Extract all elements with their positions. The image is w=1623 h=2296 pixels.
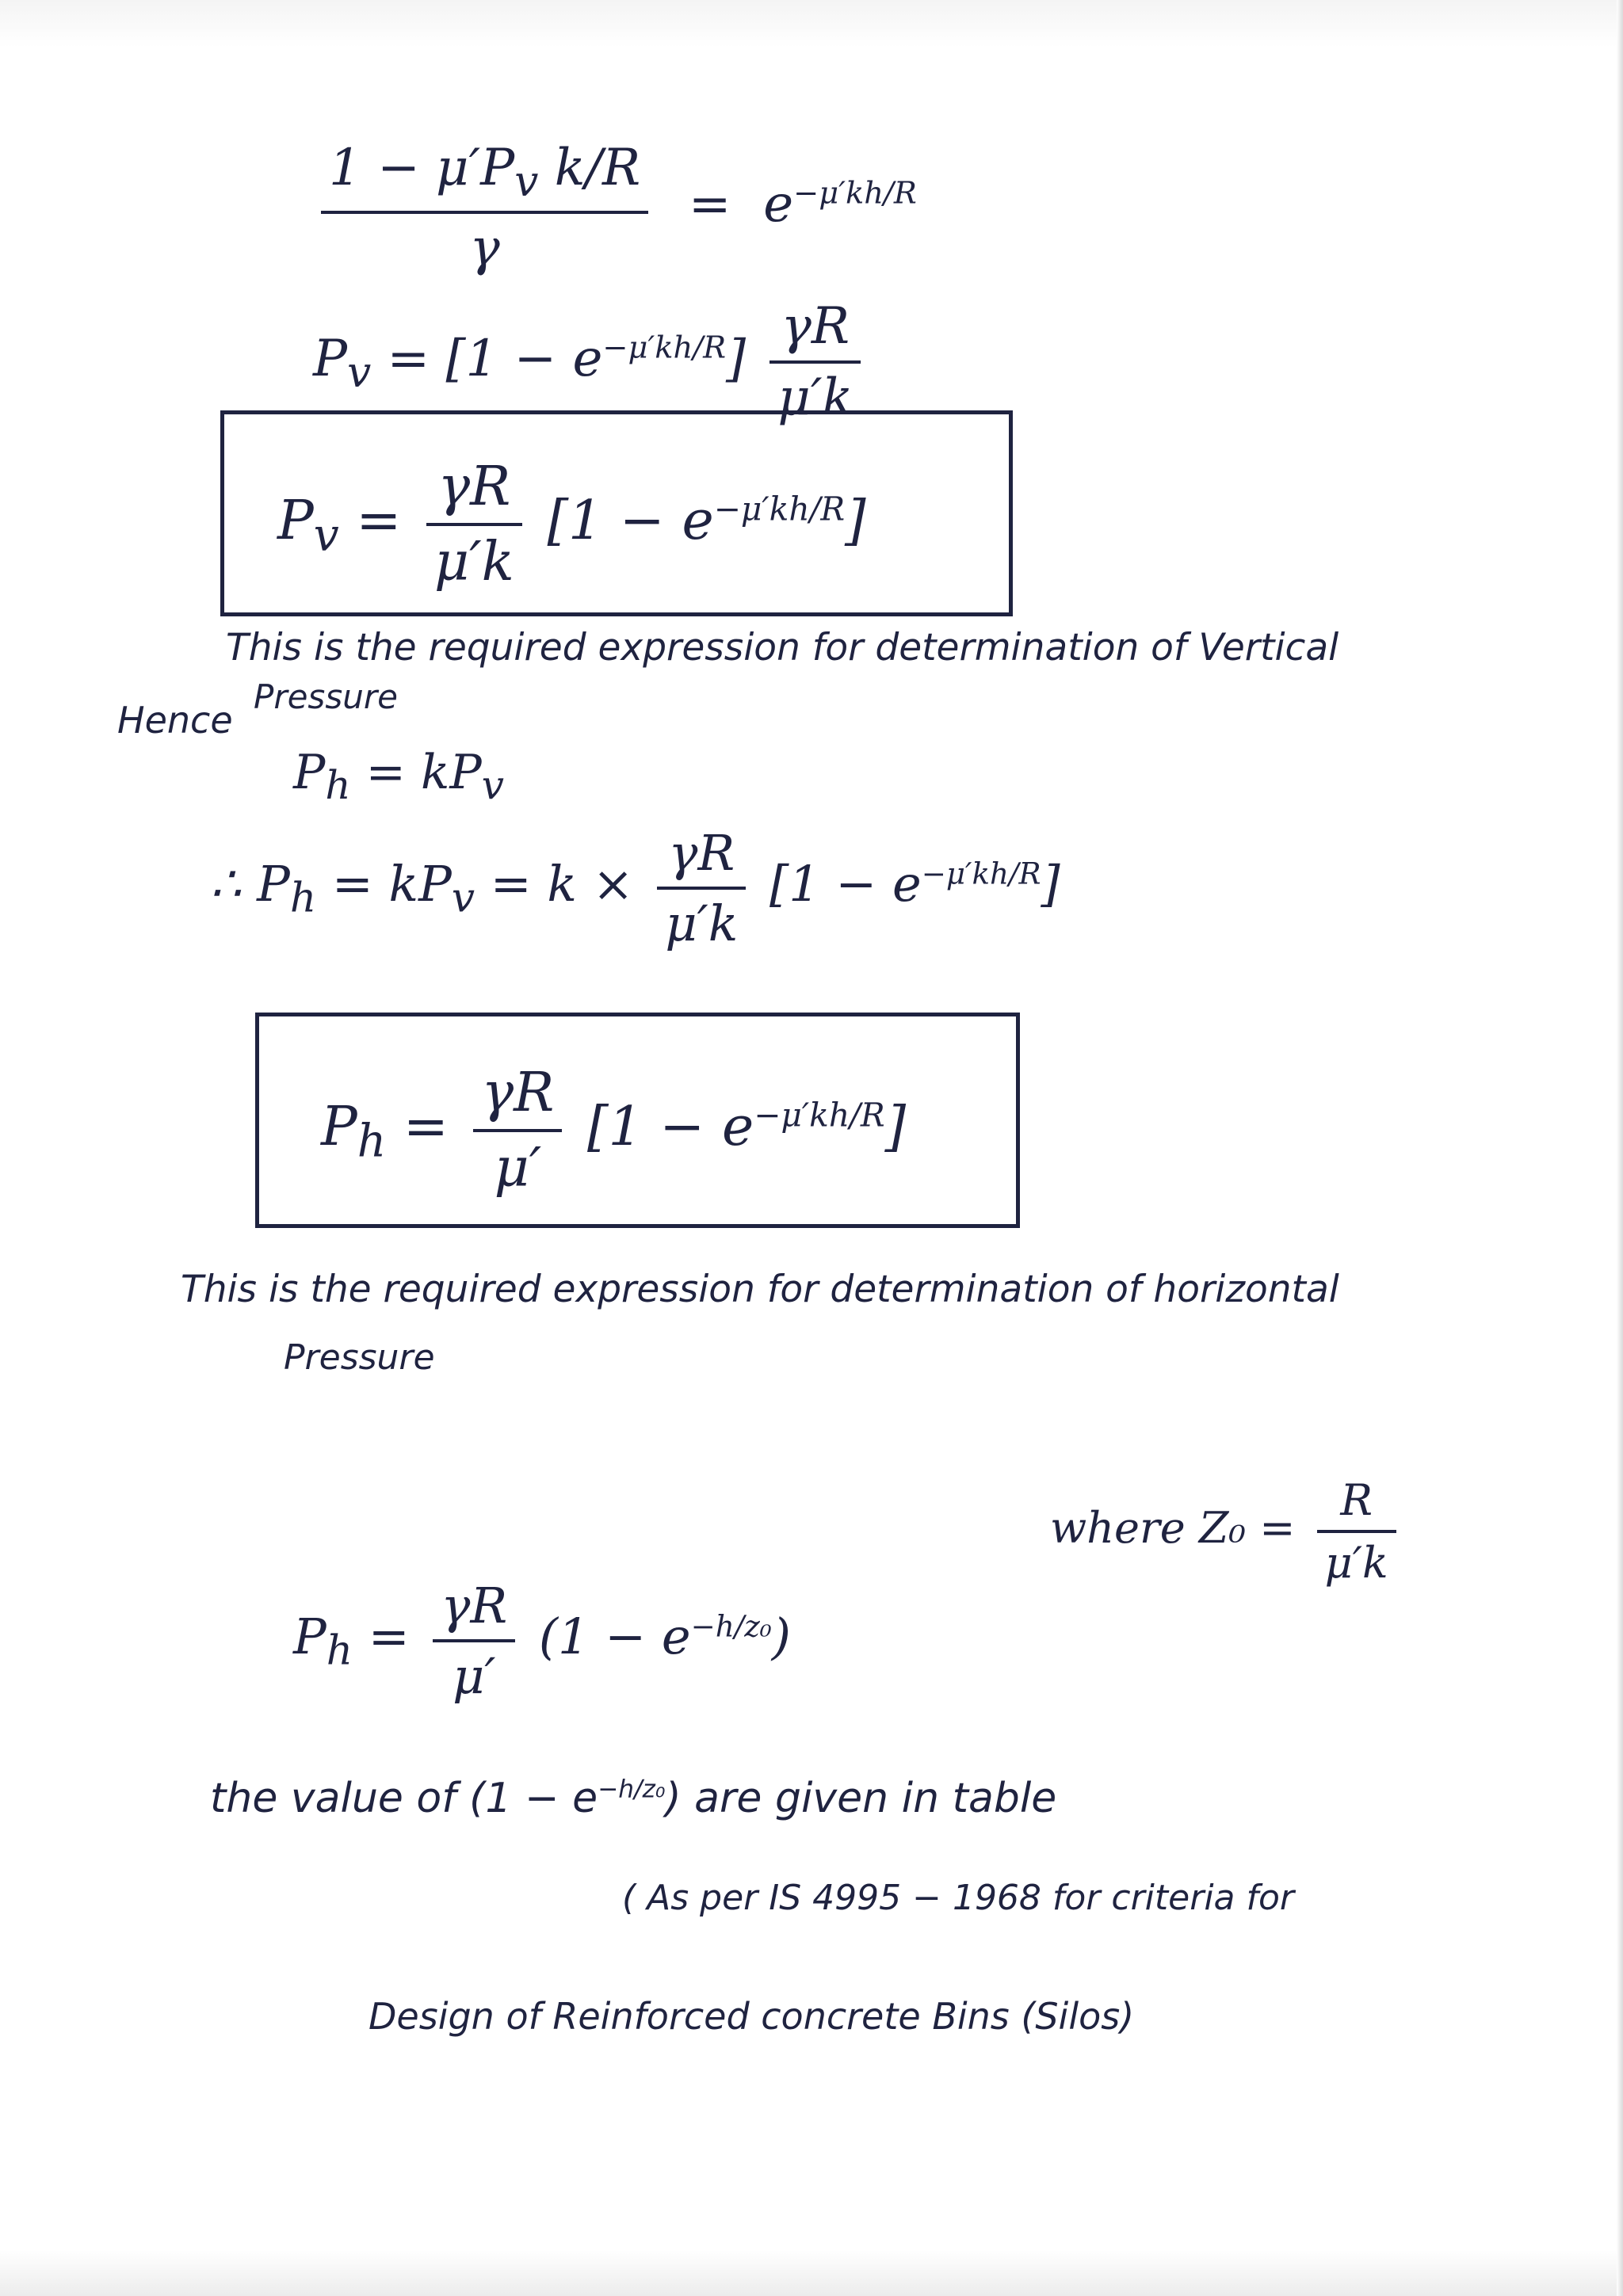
text-vertical-line-2: Pressure <box>254 677 398 716</box>
equation-5-numerator: γR <box>657 824 746 890</box>
equation-6-lhs: $P_h$ = <box>321 1095 449 1168</box>
equation-6-bracket: $[1 - e^{-\mu'kh/R}]$ <box>586 1095 907 1158</box>
equation-6 <box>321 1062 906 1199</box>
equation-2-bracket: $[1 - e^{-\mu'kh/R}]$ <box>445 329 747 388</box>
equation-1-numerator: $1 - \mu'P_v$ k/R <box>321 139 648 214</box>
equation-1-rhs: e <box>763 174 794 234</box>
equation-6-fraction <box>473 1062 562 1199</box>
equation-1-fraction <box>321 139 648 277</box>
where-z0-fraction <box>1317 1475 1396 1588</box>
equation-2 <box>313 297 869 427</box>
equation-3-denominator: μ′k <box>434 531 514 593</box>
equation-7-denominator: μ′ <box>453 1647 496 1705</box>
where-z0-numerator: R <box>1317 1475 1396 1533</box>
text-horizontal-line-1: This is the required expression for determination of horizontal <box>181 1268 1339 1311</box>
text-horizontal-line-2: Pressure <box>284 1337 435 1378</box>
page-edge <box>1617 0 1623 2296</box>
equation-5 <box>210 824 1060 952</box>
equation-3-lhs: $P_v$ = <box>277 489 402 562</box>
equation-3 <box>277 456 866 593</box>
equation-2-fraction <box>769 297 861 427</box>
equation-6-numerator: γR <box>473 1062 562 1132</box>
equation-7-fraction <box>433 1577 515 1705</box>
text-table-line-1: the value of $(1 - e^{-h/z_0})$ are given in table <box>210 1775 1057 1822</box>
equation-3-numerator: γR <box>426 456 522 526</box>
equation-7 <box>293 1577 791 1705</box>
equation-6-denominator: μ′ <box>494 1137 542 1199</box>
equation-3-bracket: $[1 - e^{-\mu'kh/R}]$ <box>547 489 866 552</box>
equation-7-rest: $(1 - e^{-h/z_0})$ <box>538 1608 791 1666</box>
where-z0 <box>1050 1475 1404 1588</box>
text-table-line-3: Design of Reinforced concrete Bins (Silos) <box>369 1995 1135 2038</box>
equation-7-numerator: γR <box>433 1577 515 1642</box>
equation-1 <box>313 139 917 277</box>
equation-1-denominator: γ <box>469 218 500 277</box>
equation-1-rhs-exponent: −μ′kh/R <box>793 175 917 212</box>
equation-5-lhs: $P_h = kP_v = k$ × <box>257 855 634 922</box>
equation-3-fraction <box>426 456 522 593</box>
where-z0-label: where Z₀ = <box>1050 1503 1296 1553</box>
equation-7-lhs: $P_h$ = <box>293 1608 410 1675</box>
equation-4: $P_h = kP_v$ <box>293 745 504 808</box>
hence-label: Hence <box>117 699 233 742</box>
text-vertical-line-1: This is the required expression for determination of Vertical <box>226 626 1339 669</box>
equation-5-denominator: μ′k <box>665 894 739 952</box>
where-z0-denominator: μ′k <box>1324 1538 1388 1588</box>
equation-2-numerator: γR <box>769 297 861 364</box>
equation-5-fraction <box>657 824 746 952</box>
equation-5-therefore: ∴ <box>210 855 242 913</box>
equation-1-equals: = <box>672 174 747 234</box>
text-table-line-2: ( As per IS 4995 − 1968 for criteria for <box>622 1878 1294 1918</box>
equation-2-denominator: μ′k <box>777 368 854 427</box>
equation-5-bracket: $[1 - e^{-\mu'kh/R}]$ <box>769 855 1060 913</box>
equation-2-lhs: $P_v$ = <box>313 329 430 397</box>
